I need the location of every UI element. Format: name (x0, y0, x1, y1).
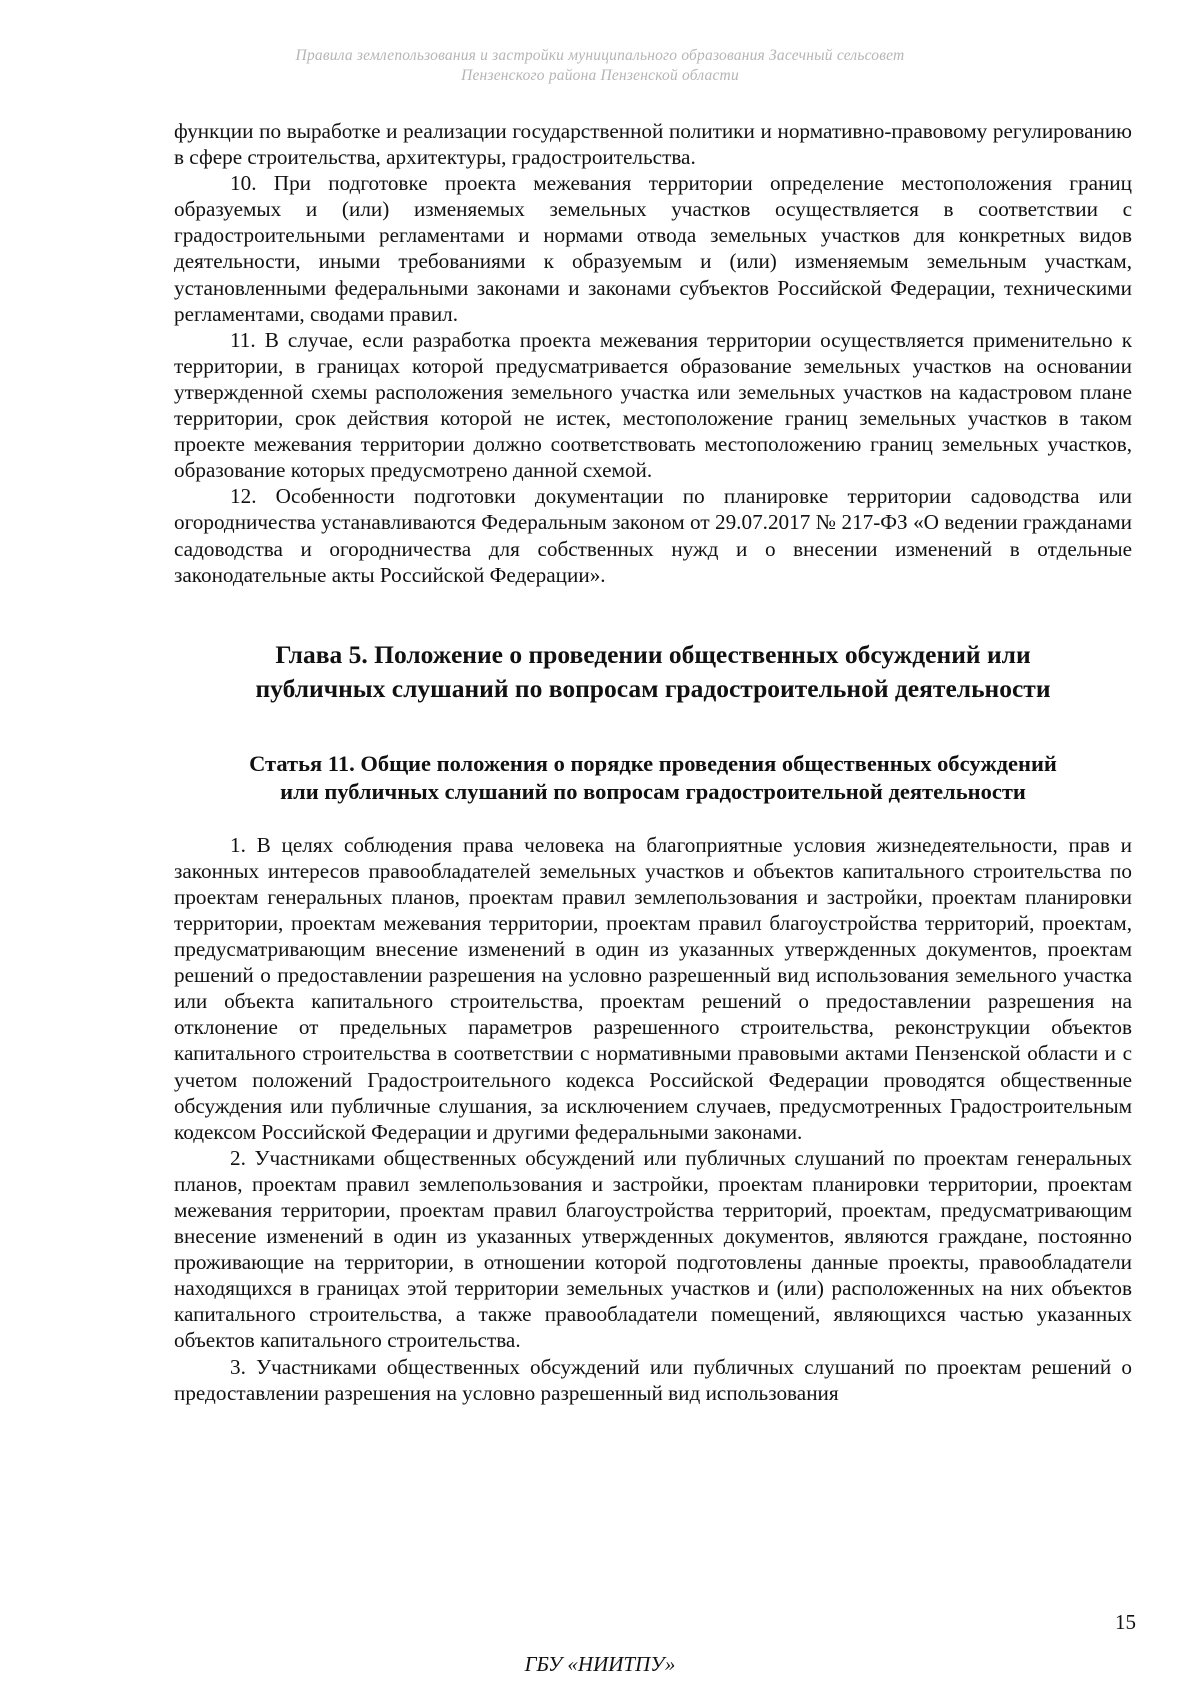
running-header-line-1: Правила землепользования и застройки муниципального образования Засечный сельсовет (295, 47, 905, 64)
paragraph-item-11: 11. В случае, если разработка проекта межевания территории осуществляется применительно к территории, в границах которой предусматривается образование земельных участков на основании утвержденной схемы расположения земельного участка или земельных участков на кадастровом плане территории, срок действия которой не истек, местоположение границ земельных участков в таком проекте межевания территории должно соответствовать местоположению границ земельных участков, образование которых предусмотрено данной схемой. (174, 327, 1132, 483)
article-title-line-2: или публичных слушаний по вопросам градостроительной деятельности (280, 778, 1026, 804)
paragraph-item-12: 12. Особенности подготовки документации по планировке территории садоводства или огородничества устанавливаются Федеральным законом от 29.07.2017 № 217-ФЗ «О ведении гражданами садоводства и огородничества для собственных нужд и о внесении изменений в отдельные законодательные акты Российской Федерации». (174, 484, 1132, 587)
chapter-title (174, 638, 1132, 706)
article-paragraph-3: 3. Участниками общественных обсуждений или публичных слушаний по проектам решений о предоставлении разрешения на условно разрешенный вид использования (174, 1354, 1132, 1405)
running-header-line-2: Пензенского района Пензенской области (461, 67, 739, 84)
paragraph-continuation: функции по выработке и реализации государственной политики и нормативно-правовому регулированию в сфере строительства, архитектуры, градостроительства. (174, 119, 1132, 170)
document-body (174, 118, 1132, 1406)
article-paragraph-2: 2. Участниками общественных обсуждений или публичных слушаний по проектам генеральных планов, проектам правил землепользования и застройки, проектам планировки территории, проектам межевания территории, проектам правил благоустройства территорий, проектам, предусматривающим внесение изменений в один из указанных утвержденных документов, являются граждане, постоянно проживающие на территории, в отношении которой подготовлены данные проекты, правообладатели находящихся в границах этой территории земельных участков и (или) расположенных на них объектов капитального строительства, а также правообладатели помещений, являющихся частью указанных объектов капитального строительства. (174, 1145, 1132, 1353)
running-header (200, 46, 1000, 86)
chapter-title-line-2: публичных слушаний по вопросам градостроительной деятельности (255, 673, 1051, 703)
paragraph-item-10: 10. При подготовке проекта межевания территории определение местоположения границ образуемых и (или) изменяемых земельных участков осуществляется в соответствии с градостроительными регламентами и нормами отвода земельных участков для конкретных видов деятельности, иными требованиями к образуемым и (или) изменяемым земельным участкам, установленными федеральными законами и законами субъектов Российской Федерации, техническими регламентами, сводами правил. (174, 171, 1132, 326)
article-title-line-1: Статья 11. Общие положения о порядке проведения общественных обсуждений (249, 750, 1057, 776)
page-footer: ГБУ «НИИТПУ» (524, 1652, 676, 1676)
article-title (174, 750, 1132, 806)
page-number: 15 (1115, 1610, 1136, 1634)
chapter-title-line-1: Глава 5. Положение о проведении общественных обсуждений или (275, 639, 1031, 669)
article-paragraph-1: 1. В целях соблюдения права человека на благоприятные условия жизнедеятельности, прав и законных интересов правообладателей земельных участков и объектов капитального строительства по проектам генеральных планов, проектам правил землепользования и застройки, проектам планировки территории, проектам межевания территории, проектам правил благоустройства территорий, проектам, предусматривающим внесение изменений в один из указанных утвержденных документов, проектам решений о предоставлении разрешения на условно разрешенный вид использования земельного участка или объекта капитального строительства, проектам решений о предоставлении разрешения на отклонение от предельных параметров разрешенного строительства, реконструкции объектов капитального строительства в соответствии с нормативными правовыми актами Пензенской области и с учетом положений Градостроительного кодекса Российской Федерации проводятся общественные обсуждения или публичные слушания, за исключением случаев, предусмотренных Градостроительным кодексом Российской Федерации и другими федеральными законами. (174, 832, 1132, 1144)
